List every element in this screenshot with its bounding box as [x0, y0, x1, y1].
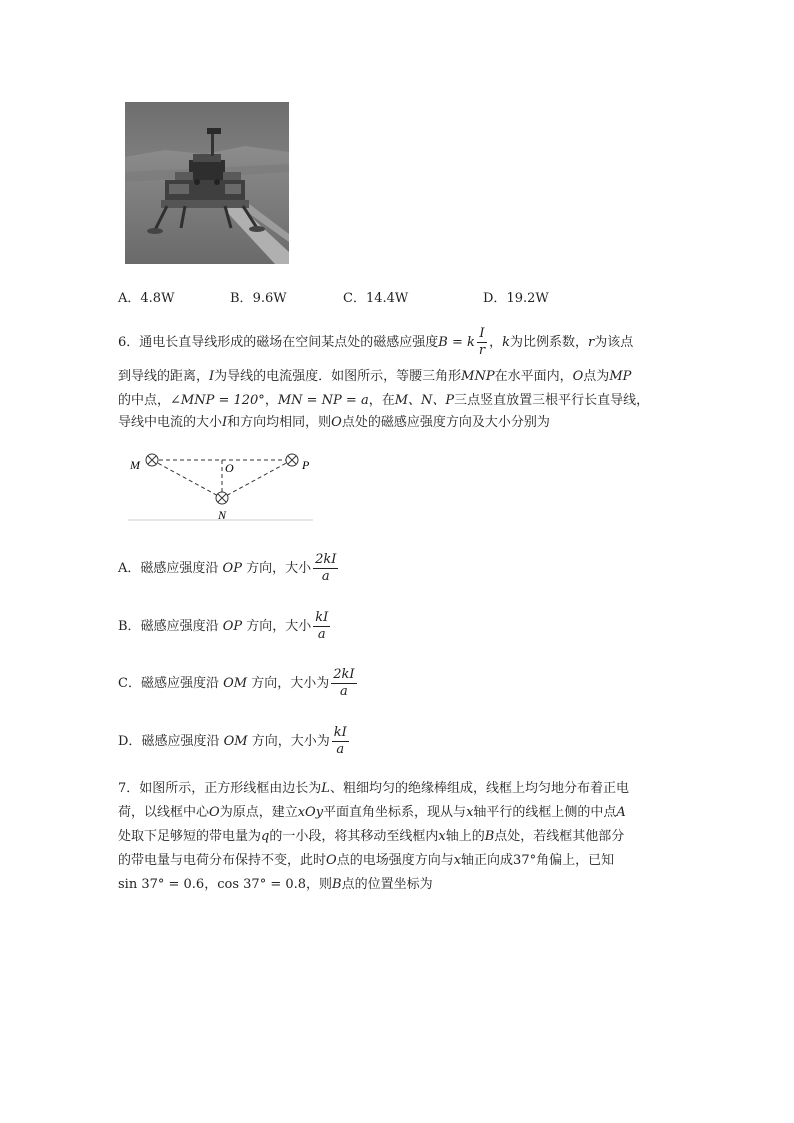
q5-option-a[interactable]	[118, 287, 174, 306]
q6-line-1: 6．通电长直导线形成的磁场在空间某点处的磁感应强度B = k $\frac{I}{r}$ ，k为比例系数，r为该点	[118, 326, 634, 358]
q6-line-4: 导线中电流的大小I和方向均相同，则O点处的磁感应强度方向及大小分别为	[118, 415, 550, 430]
q6-option-a[interactable]: A．磁感应强度沿 OP 方向，大小 $\frac{2kI}{a}$	[118, 552, 337, 584]
q6-line-2: 到导线的距离，I为导线的电流强度．如图所示，等腰三角形MNP在水平面内，O点为MP	[118, 369, 632, 384]
q5-option-b[interactable]	[230, 287, 287, 306]
q7-line-2: 荷，以线框中心O为原点，建立xOy平面直角坐标系，现从与x轴平行的线框上侧的中点A	[118, 805, 626, 820]
q7-line-4: 的带电量与电荷分布保持不变，此时O点的电场强度方向与x轴正向成37°角偏上，已知	[118, 853, 615, 868]
option-value: 9.6W	[252, 291, 287, 306]
option-value: 19.2W	[506, 291, 549, 306]
q6-line-3: 的中点，∠MNP = 120°，MN = NP = a，在M、N、P三点竖直放置三根平行长直导线，	[118, 393, 650, 408]
q5-option-c[interactable]	[343, 287, 408, 306]
option-label: B．	[230, 291, 253, 306]
q6-option-c[interactable]: C．磁感应强度沿 OM 方向，大小为 $\frac{2kI}{a}$	[118, 667, 355, 699]
label-n: N	[218, 508, 227, 522]
label-m: M	[130, 458, 140, 472]
label-o: O	[225, 461, 234, 475]
option-label: A．	[118, 291, 141, 306]
formula-fraction: $\frac{I}{r}$	[478, 326, 486, 358]
lander-photo	[125, 102, 289, 264]
triangle-figure	[128, 448, 313, 523]
wire-n-symbol	[216, 492, 228, 504]
option-value: 14.4W	[365, 291, 409, 306]
option-label: C．	[343, 291, 366, 306]
wire-p-symbol	[286, 454, 298, 466]
q6-option-d[interactable]: D．磁感应强度沿 OM 方向，大小为 $\frac{kI}{a}$	[118, 725, 347, 757]
label-p: P	[302, 458, 310, 472]
q7-line-1: 7．如图所示，正方形线框由边长为L、粗细均匀的绝缘棒组成，线框上均匀地分布着正电	[118, 781, 629, 796]
q6-option-b[interactable]: B．磁感应强度沿 OP 方向，大小 $\frac{kI}{a}$	[118, 610, 329, 642]
option-label: D．	[483, 291, 507, 306]
option-value: 4.8W	[140, 291, 175, 306]
q7-line-3: 处取下足够短的带电量为q的一小段，将其移动至线框内x轴上的B点处，若线框其他部分	[118, 829, 625, 844]
q5-option-d[interactable]	[483, 287, 549, 306]
wire-m-symbol	[146, 454, 158, 466]
q7-line-5: sin 37° = 0.6，cos 37° = 0.8，则B点的位置坐标为	[118, 877, 433, 892]
